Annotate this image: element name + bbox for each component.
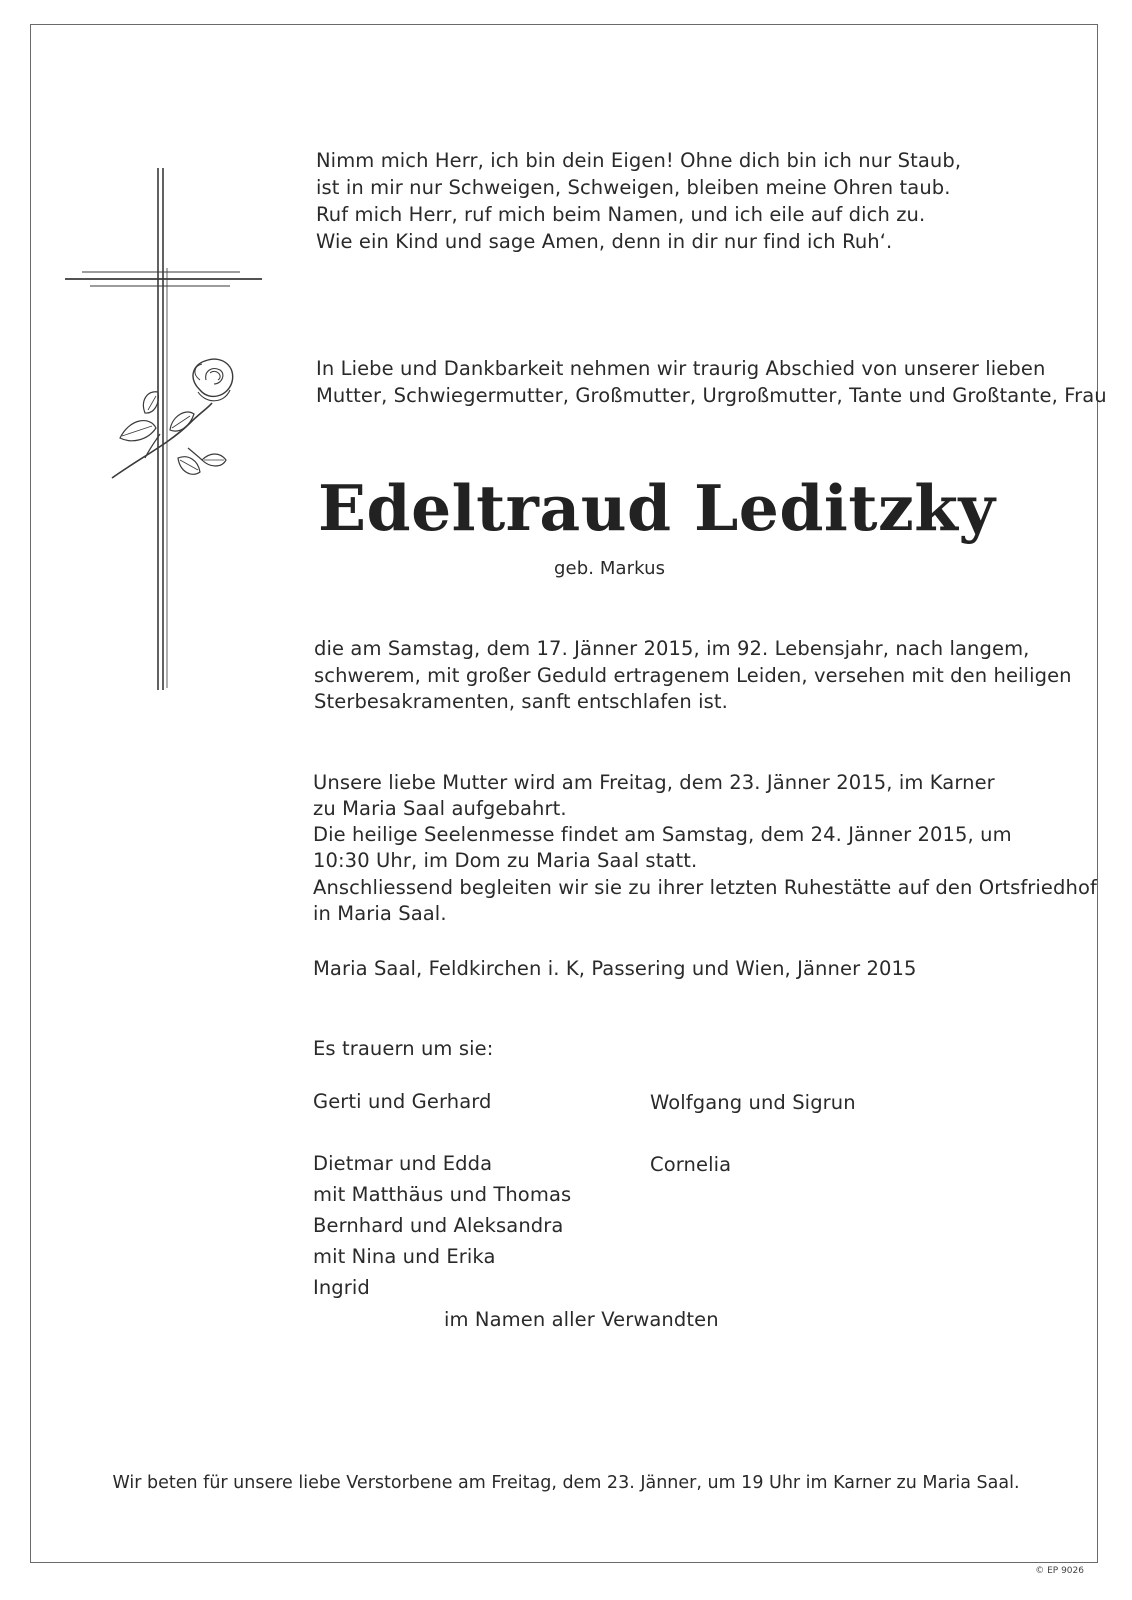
intro-line: In Liebe und Dankbarkeit nehmen wir traurig Abschied von unserer lieben <box>316 357 1046 380</box>
arrangement-line: zu Maria Saal aufgebahrt. <box>313 797 567 820</box>
arrangement-line: Anschliessend begleiten wir sie zu ihrer letzten Ruhestätte auf den Ortsfriedhof <box>313 876 1097 899</box>
mourner-entry: Cornelia <box>650 1153 732 1176</box>
deceased-name: Edeltraud Leditzky <box>318 471 996 545</box>
poem-line: ist in mir nur Schweigen, Schweigen, bleiben meine Ohren taub. <box>316 176 951 199</box>
mourner-entry: Ingrid <box>313 1276 370 1299</box>
arrangement-line: Die heilige Seelenmesse findet am Samstag, dem 24. Jänner 2015, um <box>313 823 1012 846</box>
mourners-heading: Es trauern um sie: <box>313 1037 494 1060</box>
cross-rose-icon <box>60 168 270 708</box>
arrangement-line: 10:30 Uhr, im Dom zu Maria Saal statt. <box>313 849 698 872</box>
poem-line: Ruf mich Herr, ruf mich beim Namen, und ich eile auf dich zu. <box>316 203 926 226</box>
arrangement-line: Unsere liebe Mutter wird am Freitag, dem 23. Jänner 2015, im Karner <box>313 771 995 794</box>
mourner-entry: Dietmar und Edda <box>313 1152 493 1175</box>
arrangement-line: in Maria Saal. <box>313 902 447 925</box>
mourner-entry: Bernhard und Aleksandra <box>313 1214 564 1237</box>
intro-line: Mutter, Schwiegermutter, Großmutter, Urgroßmutter, Tante und Großtante, Frau <box>316 384 1107 407</box>
death-notice-line: Sterbesakramenten, sanft entschlafen ist. <box>314 690 728 713</box>
print-id: © EP 9026 <box>1035 1566 1084 1576</box>
mourner-entry: mit Matthäus und Thomas <box>313 1183 572 1206</box>
death-notice-line: schwerem, mit großer Geduld ertragenem Leiden, versehen mit den heiligen <box>314 664 1072 687</box>
poem-line: Wie ein Kind und sage Amen, denn in dir nur find ich Ruh‘. <box>316 230 893 253</box>
prayer-note: Wir beten für unsere liebe Verstorbene am Freitag, dem 23. Jänner, um 19 Uhr im Karner zu Maria Saal. <box>112 1472 1020 1493</box>
mourner-entry: Gerti und Gerhard <box>313 1090 492 1113</box>
death-notice-line: die am Samstag, dem 17. Jänner 2015, im 92. Lebensjahr, nach langem, <box>314 637 1030 660</box>
poem-line: Nimm mich Herr, ich bin dein Eigen! Ohne dich bin ich nur Staub, <box>316 149 962 172</box>
relatives-line: im Namen aller Verwandten <box>444 1308 719 1331</box>
mourner-entry: Wolfgang und Sigrun <box>650 1091 856 1114</box>
place-date: Maria Saal, Feldkirchen i. K, Passering und Wien, Jänner 2015 <box>313 957 917 980</box>
birth-name: geb. Markus <box>554 558 666 579</box>
mourner-entry: mit Nina und Erika <box>313 1245 496 1268</box>
